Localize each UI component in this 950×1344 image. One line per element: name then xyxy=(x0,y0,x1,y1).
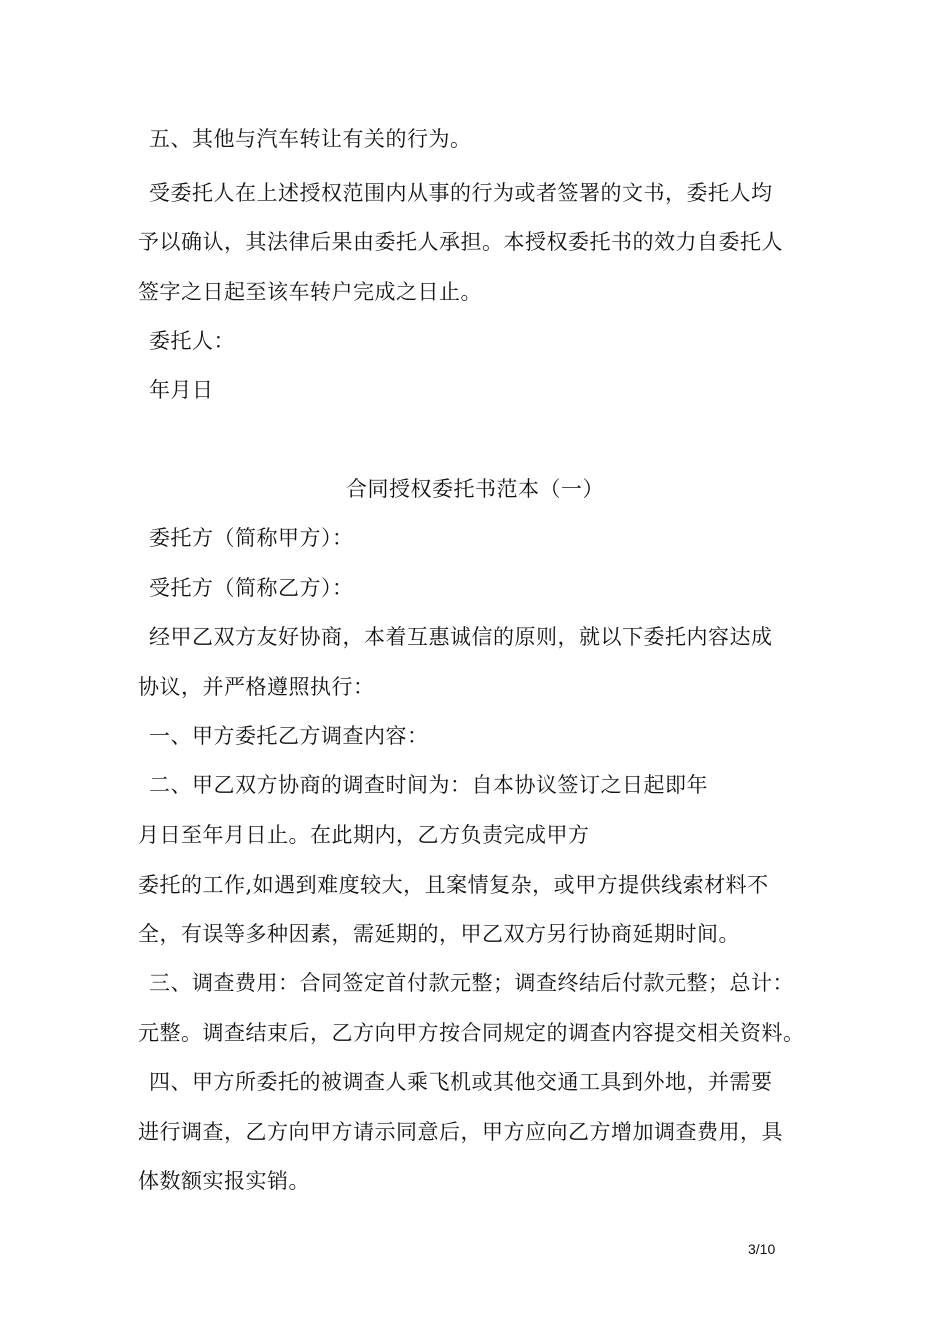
clause-2-line: 全，有误等多种因素，需延期的，甲乙双方另行协商延期时间。 xyxy=(138,922,740,946)
clause-2-line: 月日至年月日止。在此期内，乙方负责完成甲方 xyxy=(138,823,590,847)
clause-2-line: 委托的工作,如遇到难度较大，且案情复杂，或甲方提供线索材料不 xyxy=(138,873,769,897)
paragraph-line: 受委托人在上述授权范围内从事的行为或者签署的文书，委托人均 xyxy=(149,181,773,205)
clause-2-line: 二、甲乙双方协商的调查时间为：自本协议签订之日起即年 xyxy=(149,773,708,797)
clause-4-line: 体数额实报实销。 xyxy=(138,1169,310,1193)
paragraph-line: 予以确认，其法律后果由委托人承担。本授权委托书的效力自委托人 xyxy=(138,230,783,254)
paragraph-line: 经甲乙双方友好协商，本着互惠诚信的原则，就以下委托内容达成 xyxy=(149,625,773,649)
clause-1: 一、甲方委托乙方调查内容： xyxy=(149,724,429,748)
clause-4-line: 进行调查，乙方向甲方请示同意后，甲方应向乙方增加调查费用，具 xyxy=(138,1120,783,1144)
date-label: 年月日 xyxy=(149,378,214,402)
party-b-label: 受托方（简称乙方）： xyxy=(149,576,354,600)
clause-4-line: 四、甲方所委托的被调查人乘飞机或其他交通工具到外地，并需要 xyxy=(149,1070,773,1094)
clause-3-line: 元整。调查结束后，乙方向甲方按合同规定的调查内容提交相关资料。 xyxy=(138,1021,805,1045)
section-title: 合同授权委托书范本（一） xyxy=(346,477,604,501)
party-a-label: 委托方（简称甲方）： xyxy=(149,526,354,550)
page-number: 3/10 xyxy=(748,1241,776,1257)
clause-3-line: 三、调查费用：合同签定首付款元整；调查终结后付款元整；总计： xyxy=(149,971,794,995)
paragraph-line: 签字之日起至该车转户完成之日止。 xyxy=(138,280,482,304)
paragraph-line: 协议，并严格遵照执行： xyxy=(138,675,375,699)
principal-label: 委托人： xyxy=(149,329,235,353)
paragraph-item5: 五、其他与汽车转让有关的行为。 xyxy=(149,127,472,151)
